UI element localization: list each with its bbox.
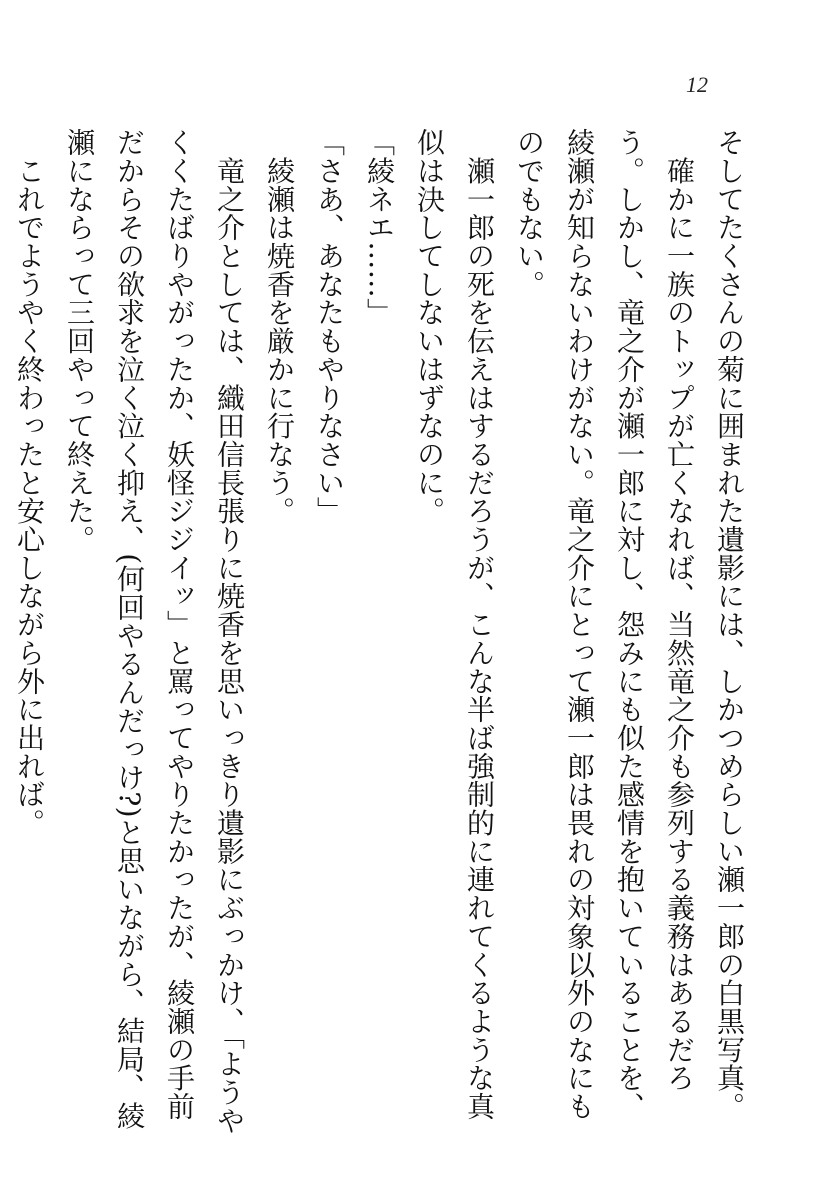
paragraph-4: 綾瀬は焼香を厳かに行なう。: [263, 128, 296, 525]
vertical-body-text: [13, 128, 754, 1138]
paragraph-6: これでようやく終わったと安心しながら外に出れば。: [13, 128, 46, 837]
paragraph-2: 確かに一族のトップが亡くなれば、当然竜之介も参列する義務はあるだろう。しかし、竜之介が瀬一郎に対し、怨みにも似た感情を抱いていることを、綾瀬が知らないわけがない。竜之介にとって瀬一郎は畏れの対象以外のなにものでもない。: [513, 128, 696, 1121]
dialogue-1: 「綾ネエ……」: [363, 128, 396, 327]
page-number: 12: [686, 72, 708, 97]
paragraph-1: そしてたくさんの菊に囲まれた遺影には、しかつめらしい瀬一郎の白黒写真。: [713, 128, 746, 1121]
paragraph-3: 瀬一郎の死を伝えはするだろうが、こんな半ば強制的に連れてくるような真似は決してしないはずなのに。: [413, 128, 496, 1121]
dialogue-2: 「さあ、あなたもやりなさい」: [313, 128, 346, 525]
paragraph-5: 竜之介としては、織田信長張りに焼香を思いっきり遺影にぶっかけ、「ようやくくたばりやがったか、妖怪ジジイッ」と罵ってやりたかったが、綾瀬の手前だからその欲求を泣く泣く抑え、(何回やるんだっけ?)と思いながら、結局、綾瀬にならって三回やって終えた。: [63, 128, 246, 1135]
